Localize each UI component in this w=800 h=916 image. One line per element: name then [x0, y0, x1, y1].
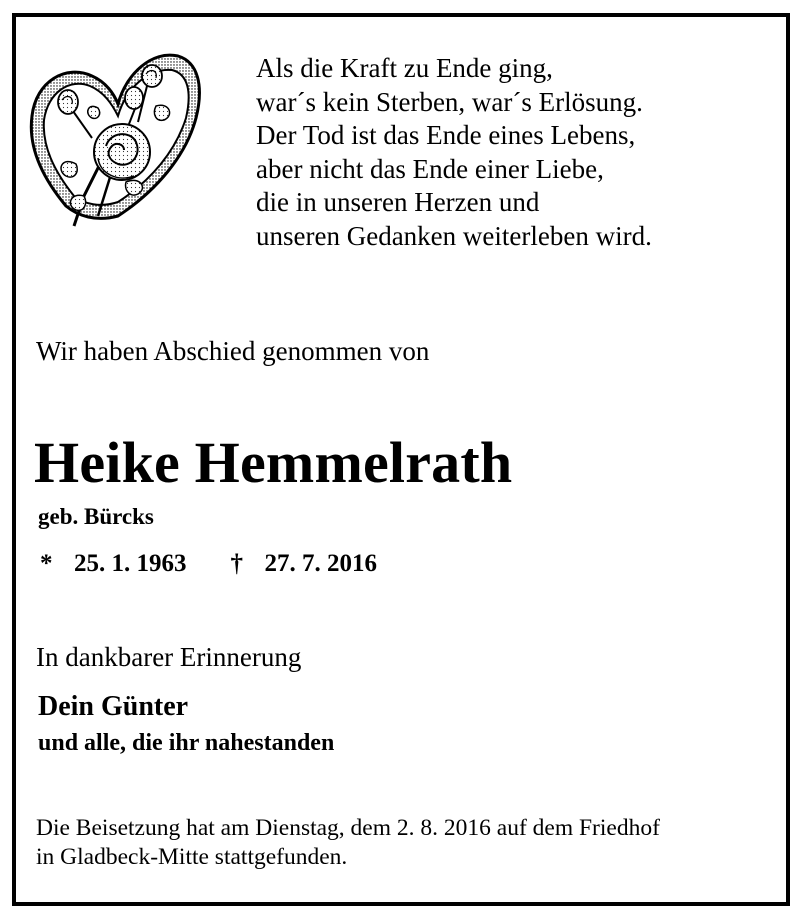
poem-line: Als die Kraft zu Ende ging, — [256, 53, 553, 83]
funeral-line: Die Beisetzung hat am Dienstag, dem 2. 8. 2016 auf dem Friedhof — [36, 815, 660, 841]
death-date: 27. 7. 2016 — [264, 550, 377, 577]
poem-line: war´s kein Sterben, war´s Erlösung. — [256, 86, 643, 117]
death-symbol: † — [230, 550, 243, 577]
poem-line: Der Tod ist das Ende eines Lebens, — [256, 120, 636, 150]
poem-line: aber nicht das Ende einer Liebe, — [256, 153, 604, 184]
birth-date: 25. 1. 1963 — [74, 550, 187, 577]
birth-symbol: * — [40, 550, 53, 577]
memorial-poem — [256, 52, 652, 253]
poem-line: die in unseren Herzen und — [256, 187, 540, 217]
gratitude-line: In dankbarer Erinnerung — [36, 642, 302, 672]
maiden-name: geb. Bürcks — [38, 504, 154, 529]
life-dates — [40, 548, 377, 580]
signature-secondary: und alle, die ihr nahestanden — [38, 730, 335, 756]
funeral-info — [36, 814, 660, 872]
farewell-intro: Wir haben Abschied genommen von — [36, 336, 430, 366]
funeral-line: in Gladbeck-Mitte stattgefunden. — [36, 844, 348, 870]
deceased-name: Heike Hemmelrath — [34, 430, 513, 495]
heart-with-roses-icon — [26, 46, 204, 234]
signature-primary: Dein Günter — [38, 691, 189, 722]
poem-line: unseren Gedanken weiterleben wird. — [256, 220, 652, 251]
